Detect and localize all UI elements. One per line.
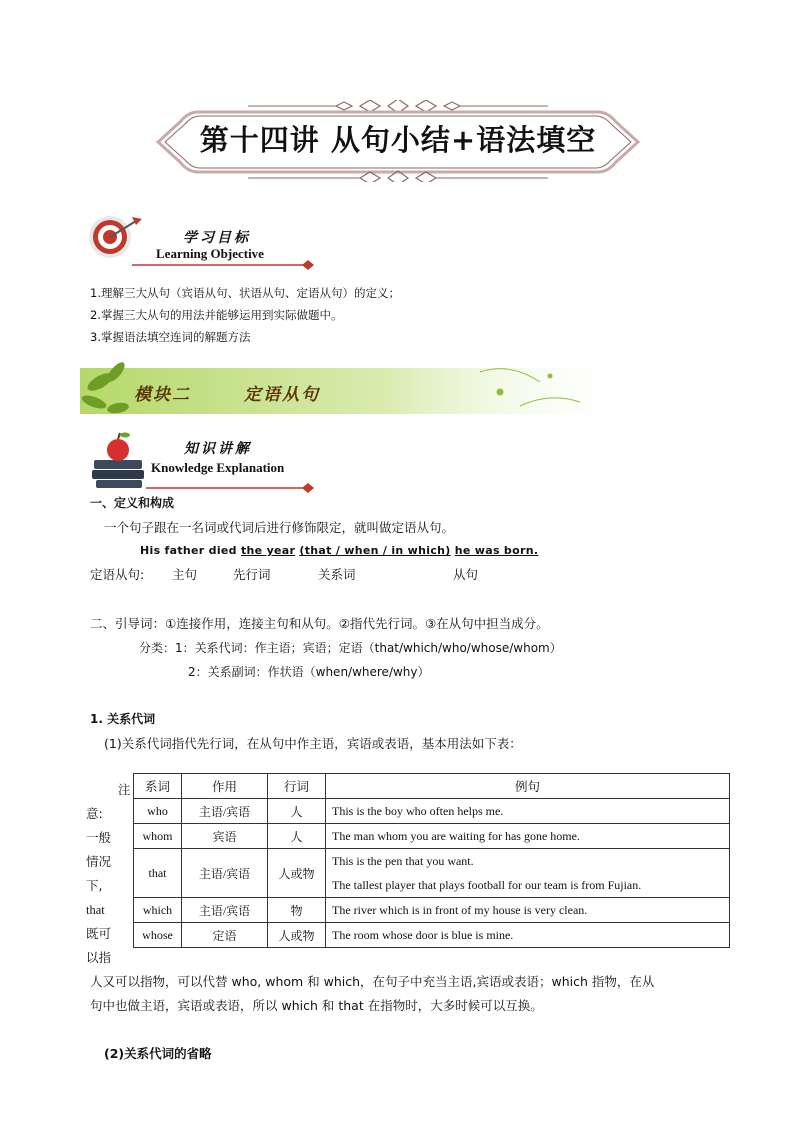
table-cell-antecedent: 人 [268,824,326,849]
table-row [134,849,730,898]
objective-1: 1.理解三大从句（宾语从句、状语从句、定语从句）的定义； [90,286,400,300]
section2-functions: ①连接作用，连接主句和从句。②指代先行词。③在从句中担当成分。 [165,616,549,631]
side-note-8: 以指 [86,950,112,965]
side-note-2: 意: [86,806,103,821]
section2-class2: 2：关系副词：作状语（when/where/why） [188,665,430,679]
module-name: 定语从句 [244,385,320,405]
title-banner [138,100,658,182]
knowledge-header-en: Knowledge Explanation [151,460,285,475]
table-row [134,824,730,849]
table-row [134,898,730,923]
table-cell-role: 宾语 [182,824,268,849]
table-cell-word: whose [134,923,182,948]
table-cell-word: that [134,849,182,898]
table-cell-example [326,849,730,898]
side-note-1: 注 [118,782,131,797]
section3-sub2: (2)关系代词的省略 [104,1046,212,1061]
table-header: 行词 [268,774,326,799]
knowledge-header [88,430,318,496]
objective-header-cn: 学习目标 [183,230,251,246]
side-note [86,778,131,970]
objective-header [88,207,318,273]
label-relative-word: 关系词 [318,567,356,582]
relative-pronoun-table [133,773,730,948]
example-relative-word: (that / when / in which) [299,544,451,557]
example-line: The tallest player that plays football for our team is from Fujian. [332,878,642,892]
side-note-5: 下, [86,878,103,893]
note-line-2: 句中也做主语，宾语或表语，所以 which 和 that 在指物时，大多时候可以互换。 [90,998,543,1013]
table-header-row [134,774,730,799]
table-cell-example: This is the boy who often helps me. [326,799,730,824]
label-main-clause: 主句 [172,567,198,582]
side-note-3: 一般 [86,830,112,845]
label-subclause: 从句 [453,567,479,582]
table-cell-word: which [134,898,182,923]
table-cell-word: who [134,799,182,824]
table-cell-antecedent: 人或物 [268,923,326,948]
section1-heading: 一、定义和构成 [90,496,175,510]
label-relative-clause: 定语从句: [90,567,145,582]
table-row [134,923,730,948]
table-cell-role: 主语/宾语 [182,799,268,824]
table-cell-role: 定语 [182,923,268,948]
section3-heading: 1. 关系代词 [90,712,156,726]
label-antecedent: 先行词 [233,567,271,582]
table-cell-role: 主语/宾语 [182,898,268,923]
table-header: 作用 [182,774,268,799]
page-title: 第十四讲 从句小结+语法填空 [199,123,597,157]
section2-heading: 二、引导词 [90,616,153,631]
side-note-4: 情况 [86,854,112,869]
example-antecedent: the year [240,544,296,557]
table-cell-antecedent: 人或物 [268,849,326,898]
section2-class1: 分类：1：关系代词：作主语；宾语；定语（that/which/who/whose/whom） [139,641,562,655]
table-cell-role: 主语/宾语 [182,849,268,898]
example-line: This is the pen that you want. [332,854,474,868]
table-cell-example: The room whose door is blue is mine. [326,923,730,948]
section3-intro: (1)关系代词指代先行词，在从句中作主语，宾语或表语，基本用法如下表： [104,736,522,751]
knowledge-header-cn: 知识讲解 [184,441,252,457]
table-cell-word: whom [134,824,182,849]
objective-header-en: Learning Objective [156,246,264,261]
side-note-7: 既可 [86,926,112,941]
example-clause: he was born. [454,544,539,557]
table-cell-antecedent: 物 [268,898,326,923]
table-cell-example: The river which is in front of my house is very clean. [326,898,730,923]
table-row [134,799,730,824]
section1-definition: 一个句子跟在一名词或代词后进行修饰限定，就叫做定语从句。 [104,520,455,535]
table-header: 系词 [134,774,182,799]
example-main-clause: His father died [140,544,241,557]
table-header: 例句 [326,774,730,799]
table-cell-antecedent: 人 [268,799,326,824]
table-cell-example: The man whom you are waiting for has gone home. [326,824,730,849]
note-line-1: 人又可以指物，可以代替 who, whom 和 which，在句子中充当主语,宾语或表语；which 指物，在从 [90,974,655,989]
objective-2: 2.掌握三大从句的用法并能够运用到实际做题中。 [90,308,343,322]
objective-3: 3.掌握语法填空连词的解题方法 [90,330,251,344]
module-label: 模块二 [134,385,191,405]
section2-line [90,613,549,635]
module-banner [80,362,640,420]
section1-example [140,540,538,562]
side-note-6: that [86,903,105,917]
section2-colon: ： [152,616,166,631]
